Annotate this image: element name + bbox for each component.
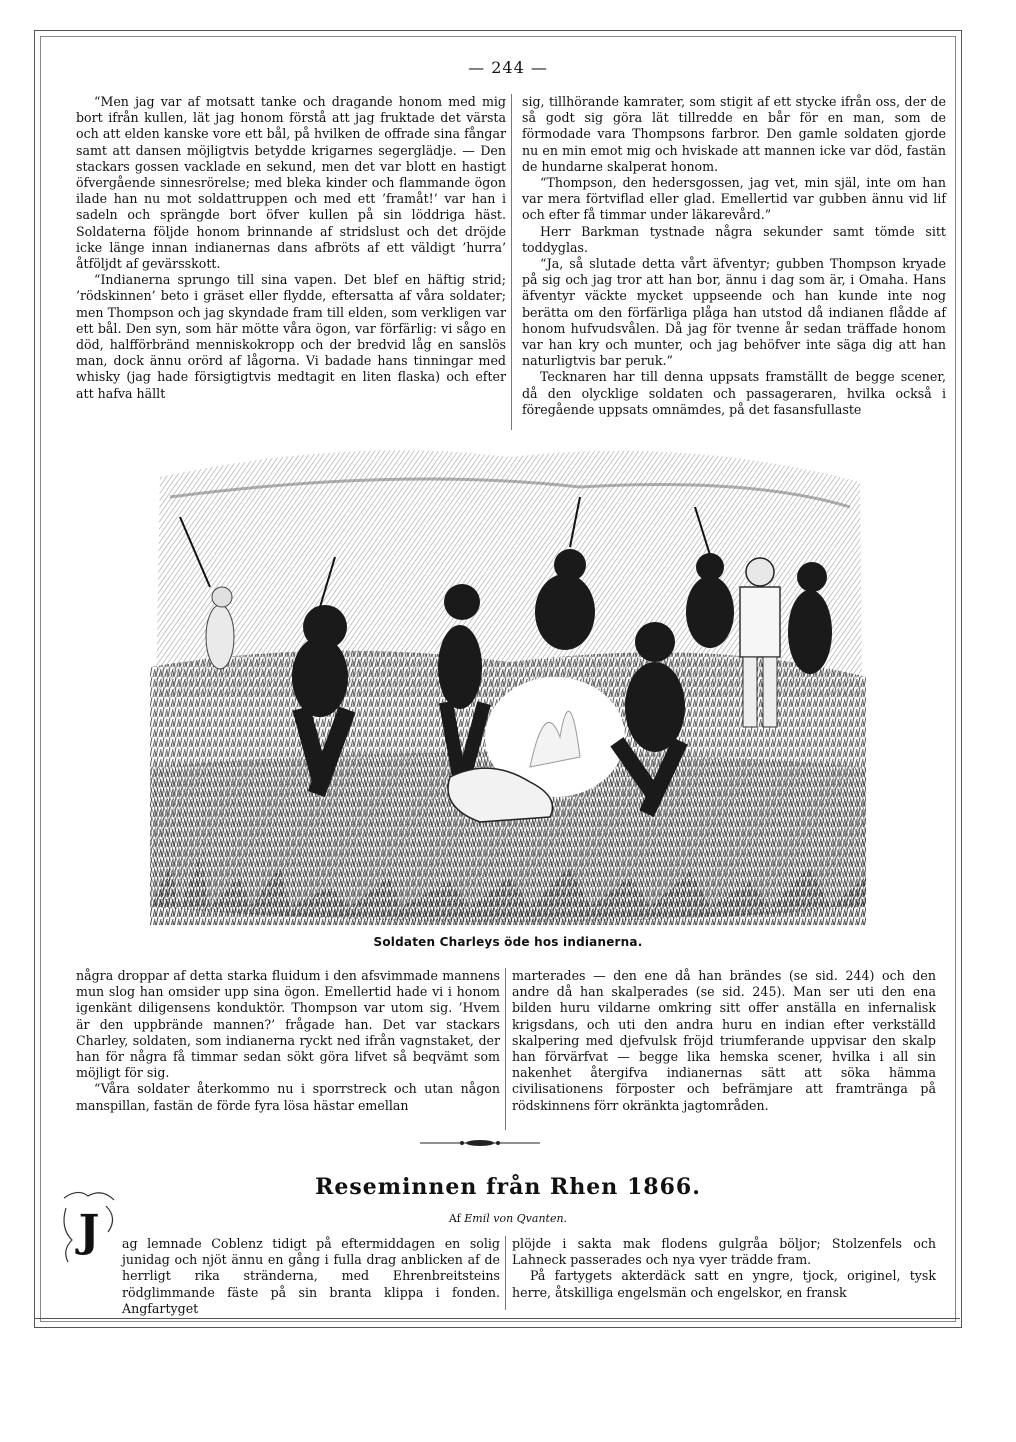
- article-column-left-bottom: [76, 968, 500, 1114]
- paragraph: “Ja, så slutade detta vårt äfventyr; gubben Thompson kryade på sig och jag tror att han bor, ännu i dag som är, i Omaha. Hans äfventyr väckte mycket uppseende och han kunde inte nog berätta om den förfärliga plåga han utstod då indianen flådde af honom hufvudsvålen. Då jag för tvenne år sedan träffade honom var han kry och munter, och jag behöfver inte säga dig att han naturligtvis bar peruk.”: [522, 256, 946, 369]
- page-number: — 244 —: [468, 58, 548, 77]
- paragraph: “Våra soldater återkommo nu i sporrstreck och utan någon manspillan, fastän de förde fyra lösa hästar emellan: [76, 1081, 500, 1113]
- paragraph: marterades — den ene då han brändes (se sid. 244) och den andre då han skalperades (se sid. 245). Man ser uti den ena bilden huru vildarne omkring sitt offer anställa en infernalisk krigsdans, och uti den andra huru en indian efter verkställd skalpering med djefvulsk fröjd triumferande uppvisar den skalp han förvärfvat — begge lika hemska scener, hvilka i all sin nakenhet återgifva indianernas sätt att söka hämma civilisationens förposter och befrämjare att framtränga på rödskinnens förr okränkta jagtområden.: [512, 968, 936, 1113]
- article-column-left-top: [76, 94, 506, 402]
- article2-column-left: [76, 1236, 500, 1317]
- article-column-right-top: [522, 94, 946, 418]
- article2-column-right: [512, 1236, 936, 1301]
- byline: [0, 1212, 1016, 1225]
- paragraph: sig, tillhörande kamrater, som stigit af ett stycke ifrån oss, der de så godt sig göra lät tillredde en bår för en man, som de förmodade vara Thompsons farbror. Den gamle soldaten gjorde nu en min emot mig och hviskade att mannen icke var död, fastän de hundarne skalperat honom.: [522, 94, 946, 174]
- paragraph: Tecknaren har till denna uppsats framställt de begge scener, då den olycklige soldaten och passageraren, hvilka också i föregående uppsats omnämdes, på det fasansfullaste: [522, 369, 946, 417]
- paragraph: “Thompson, den hedersgossen, jag vet, min själ, inte om han var mera förtviflad eller glad. Emellertid var gubben ännu vid lif och efter få timmar under läkarevård.”: [522, 175, 946, 223]
- paragraph: Herr Barkman tystnade några sekunder samt tömde sitt toddyglas.: [522, 223, 946, 255]
- paragraph: “Indianerna sprungo till sina vapen. Det blef en häftig strid; ’rödskinnen’ beto i gräset eller flydde, eftersatta af våra soldater; men Thompson och jag skyndade fram till elden, som verkligen var ett bål. Den syn, som här mötte våra ögon, var förfärlig: vi sågo en död, halfförbränd menniskokropp och der bredvid låg en sanslös man, dock ännu orörd af lågorna. Vi badade hans tinningar med whisky (jag hade försigtigtvis medtagit en liten flaska) och efter att hafva hällt: [76, 272, 506, 401]
- initial-letter: J: [78, 1206, 100, 1257]
- page-bottom-rule: [34, 1318, 960, 1319]
- column-divider: [511, 94, 512, 430]
- byline-prefix: Af: [448, 1212, 461, 1225]
- column-divider: [505, 968, 506, 1130]
- illustration-caption: Soldaten Charleys öde hos indianerna.: [373, 935, 643, 949]
- article-column-right-bottom: [512, 968, 936, 1114]
- paragraph: plöjde i sakta mak flodens gulgråa böljor; Stolzenfels och Lahneck passerades och nya vyer trädde fram.: [512, 1236, 936, 1268]
- paragraph: några droppar af detta starka fluidum i den afsvimmade mannens mun slog han omsider upp sina ögon. Emellertid hade vi i honom igenkänt diligensens konduktör. Thompson var utom sig. ’Hvem är den uppbrände mannen?’ frågade han. Det var stackars Charley, soldaten, som indianerna ryckt ned ifrån vagnstaket, der han för några få timmar sedan sökt göra lifvet så beqvämt som möjligt för sig.: [76, 968, 500, 1081]
- paragraph: ag lemnade Coblenz tidigt på eftermiddagen en solig junidag och njöt ännu en gång i fulla drag anblicken af de herrligt rika stränderna, med Ehrenbreitsteins rödglimmande fäste på sin branta klippa i fonden. Angfartyget: [122, 1236, 500, 1316]
- column-divider: [505, 1236, 506, 1310]
- article-title: Reseminnen från Rhen 1866.: [315, 1174, 701, 1200]
- author-name: Emil von Qvanten.: [464, 1212, 568, 1225]
- paragraph: På fartygets akterdäck satt en yngre, tjock, originel, tysk herre, åtskilliga engelsmän och engelskor, en fransk: [512, 1268, 936, 1300]
- section-divider-ornament: [420, 1139, 540, 1147]
- illustration-war-dance: [150, 437, 866, 925]
- paragraph: “Men jag var af motsatt tanke och dragande honom med mig bort ifrån kullen, lät jag honom förstå att jag fruktade det värsta och att elden kanske vore ett bål, på hvilken de offrade sina fångar samt att dansen möjligtvis betydde krigarnes segerglädje. — Den stackars gossen vacklade en sekund, men det var blott en hastigt öfvergående sinnesrörelse; med bleka kinder och flammande ögon ilade han nu mot soldattruppen och med ett ’framåt!’ var han i sadeln och sprängde bort öfver kullen på sin löddriga häst. Soldaterna följde honom brinnande af stridslust och det dröjde icke länge innan indianernas dans afbröts af ett väldigt ’hurra’ åtföljdt af gevärsskott.: [76, 94, 506, 272]
